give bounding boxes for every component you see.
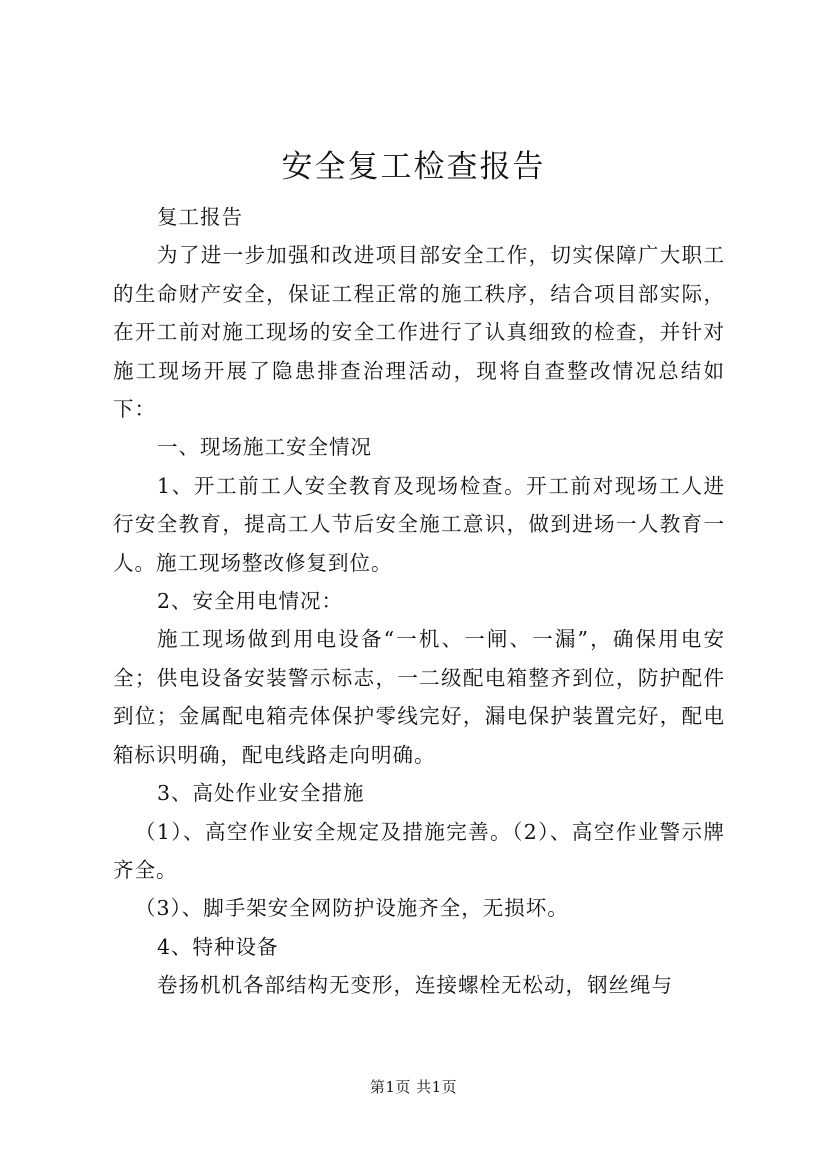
paragraph-item-4-heading: 4、特种设备	[157, 934, 279, 959]
paragraph-intro: 为了进一步加强和改进项目部安全工作，切实保障广大职工的生命财产安全，保证工程正常的施工秩序，结合项目部实际，在开工前对施工现场的安全工作进行了认真细致的检查，并针对施工现场开展了隐患排查治理活动，现将自查整改情况总结如下：	[113, 243, 725, 422]
paragraph-electricity: 施工现场做到用电设备“一机、一闸、一漏”，确保用电安全；供电设备安装警示标志，一二级配电箱整齐到位，防护配件到位；金属配电箱壳体保护零线完好，漏电保护装置完好，配电箱标识明确，配电线路走向明确。	[113, 627, 725, 767]
paragraph-item-2-heading: 2、安全用电情况：	[157, 589, 344, 614]
paragraph-item-1: 1、开工前工人安全教育及现场检查。开工前对现场工人进行安全教育，提高工人节后安全施工意识，做到进场一人教育一人。施工现场整改修复到位。	[113, 473, 725, 575]
document-title: 安全复工检查报告	[281, 149, 546, 185]
paragraph-item-3-heading: 3、高处作业安全措施	[157, 781, 365, 806]
paragraph-subtitle: 复工报告	[157, 205, 243, 229]
paragraph-hoist: 卷扬机机各部结构无变形，连接螺栓无松动，钢丝绳与	[157, 973, 673, 998]
document-body	[113, 198, 725, 1005]
page-footer: 第1页 共1页	[369, 1078, 458, 1096]
section-heading-site-safety: 一、现场施工安全情况	[157, 435, 372, 460]
paragraph-scaffold: （3）、脚手架安全网防护设施齐全，无损坏。	[135, 896, 569, 921]
paragraph-height-work: （1）、高空作业安全规定及措施完善。（2）、高空作业警示牌齐全。	[113, 819, 725, 882]
